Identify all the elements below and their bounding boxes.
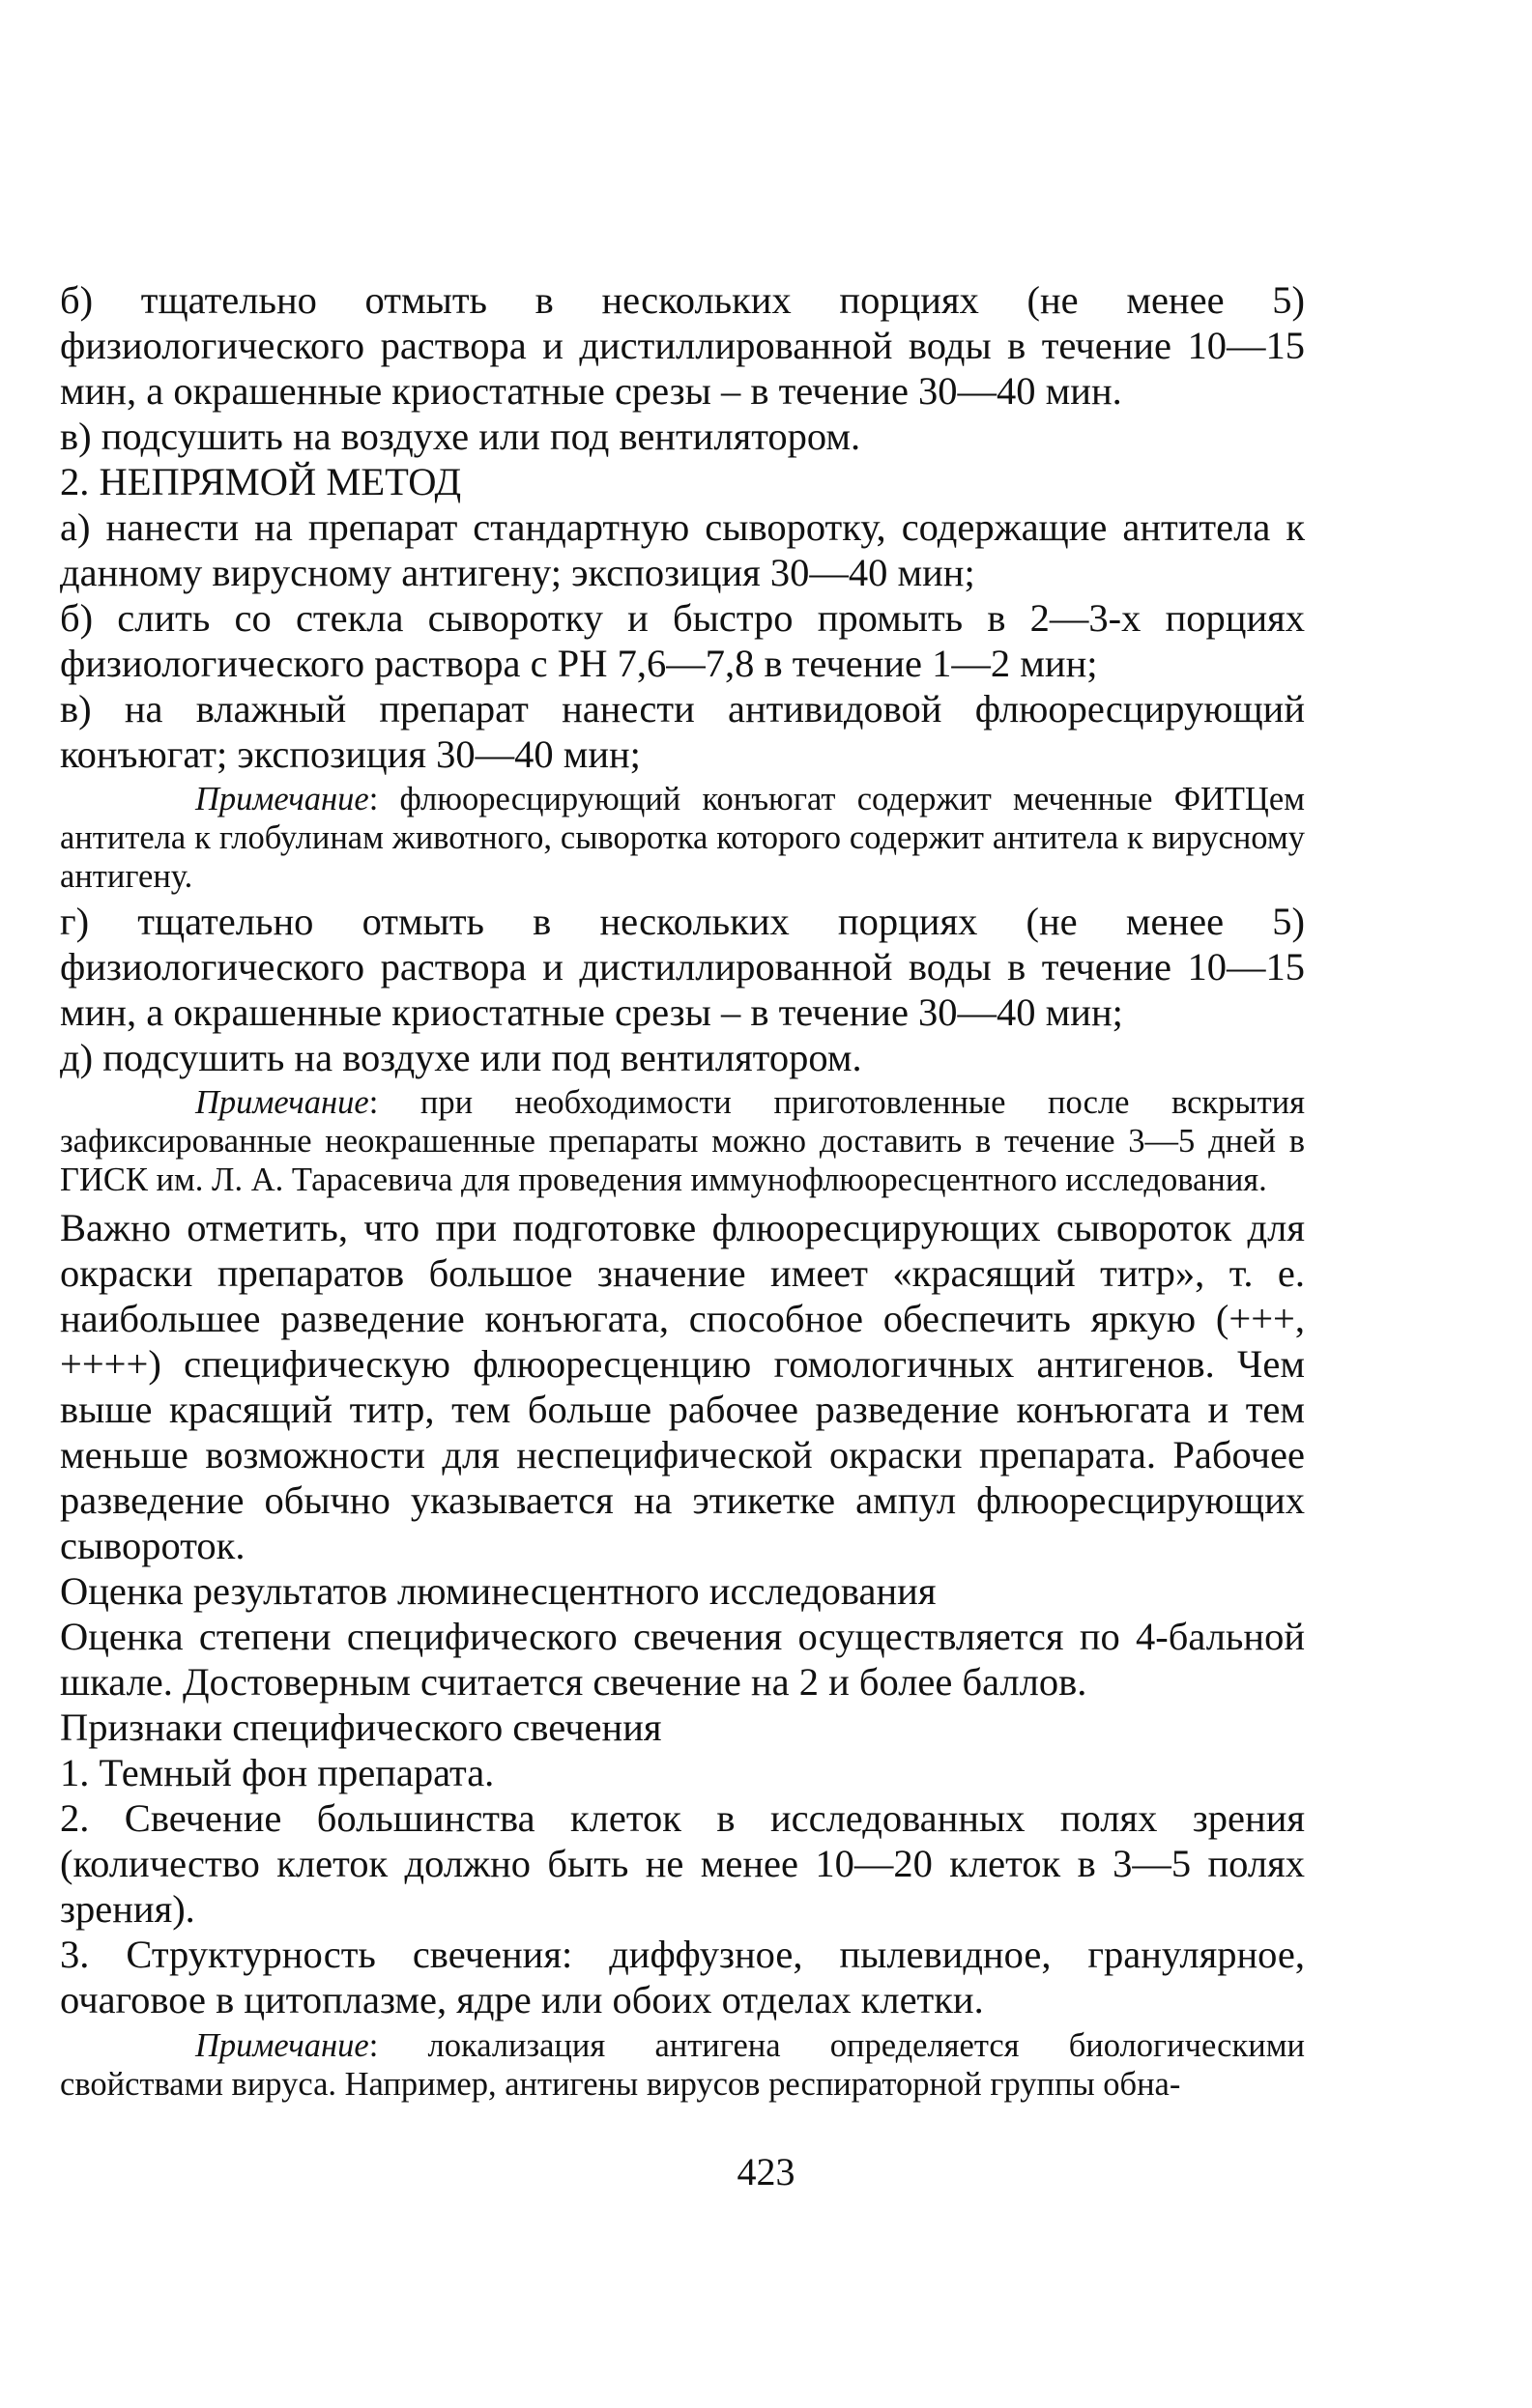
page-number: 423 <box>737 2150 795 2193</box>
step-d-dry-indirect: д) подсушить на воздухе или под вентилятором. <box>60 1036 862 1079</box>
step-v-dry-direct: в) подсушить на воздухе или под вентилятором. <box>60 415 861 458</box>
step-a-apply-serum: а) нанести на препарат стандартную сыворотку, содержащие антитела к данному вирусному антигену; экспозиция 30—40 мин; <box>60 505 1305 594</box>
note-localization <box>60 2026 1305 2104</box>
section-heading-evaluation: Оценка результатов люминесцентного исследования <box>60 1569 937 1613</box>
note-text: : флюоресцирующий конъюгат содержит меченные ФИТЦем антитела к глобулинам животного, сыворотка которого содержит антитела к вирусному антигену. <box>60 781 1305 895</box>
sign-item-1: 1. Темный фон препарата. <box>60 1751 495 1794</box>
section-heading-indirect-method: 2. НЕПРЯМОЙ МЕТОД <box>60 460 462 503</box>
note-label: Примечание <box>195 1084 369 1121</box>
note-label: Примечание <box>195 2027 369 2064</box>
page-body <box>60 277 1305 2107</box>
step-b-rinse-serum: б) слить со стекла сыворотку и быстро промыть в 2—3-х порциях физиологического раствора с PH 7,6—7,8 в течение 1—2 мин; <box>60 596 1305 685</box>
note-text: : локализация антигена определяется биологическими свойствами вируса. Например, антигены вирусов респираторной группы обна- <box>60 2027 1305 2103</box>
note-delivery <box>60 1083 1305 1199</box>
paragraph-staining-titre: Важно отметить, что при подготовке флюоресцирующих сывороток для окраски препаратов большое значение имеет «красящий титр», т. е. наибольшее разведение конъюгата, способное обеспечить яркую (+++, ++++) специфическую флюоресценцию гомологичных антигенов. Чем выше красящий титр, тем больше рабочее разведение конъюгата и тем меньше возможности для неспецифической окраски препарата. Рабочее разведение обычно указывается на этикетке ампул флюоресцирующих сывороток. <box>60 1206 1305 1567</box>
step-b-rinse-direct: б) тщательно отмыть в нескольких порциях (не менее 5) физиологического раствора и дистиллированной воды в течение 10—15 мин, а окрашенные криостатные срезы – в течение 30—40 мин. <box>60 278 1305 413</box>
paragraph-scale: Оценка степени специфического свечения осуществляется по 4-бальной шкале. Достоверным считается свечение на 2 и более баллов. <box>60 1615 1305 1704</box>
note-label: Примечание <box>195 781 369 817</box>
note-text: : при необходимости приготовленные после вскрытия зафиксированные неокрашенные препараты можно доставить в течение 3—5 дней в ГИСК им. Л. А. Тарасевича для проведения иммунофлюоресцентного исследования. <box>60 1084 1305 1198</box>
step-v-apply-conjugate: в) на влажный препарат нанести антивидовой флюоресцирующий конъюгат; экспозиция 30—40 мин; <box>60 687 1305 776</box>
note-conjugate <box>60 780 1305 896</box>
sign-item-3: 3. Структурность свечения: диффузное, пылевидное, гранулярное, очаговое в цитоплазме, ядре или обоих отделах клетки. <box>60 1933 1305 2021</box>
section-heading-signs: Признаки специфического свечения <box>60 1706 662 1749</box>
sign-item-2: 2. Свечение большинства клеток в исследованных полях зрения (количество клеток должно быть не менее 10—20 клеток в 3—5 полях зрения). <box>60 1796 1305 1931</box>
step-g-rinse-indirect: г) тщательно отмыть в нескольких порциях (не менее 5) физиологического раствора и дистиллированной воды в течение 10—15 мин, а окрашенные криостатные срезы – в течение 30—40 мин; <box>60 900 1305 1034</box>
